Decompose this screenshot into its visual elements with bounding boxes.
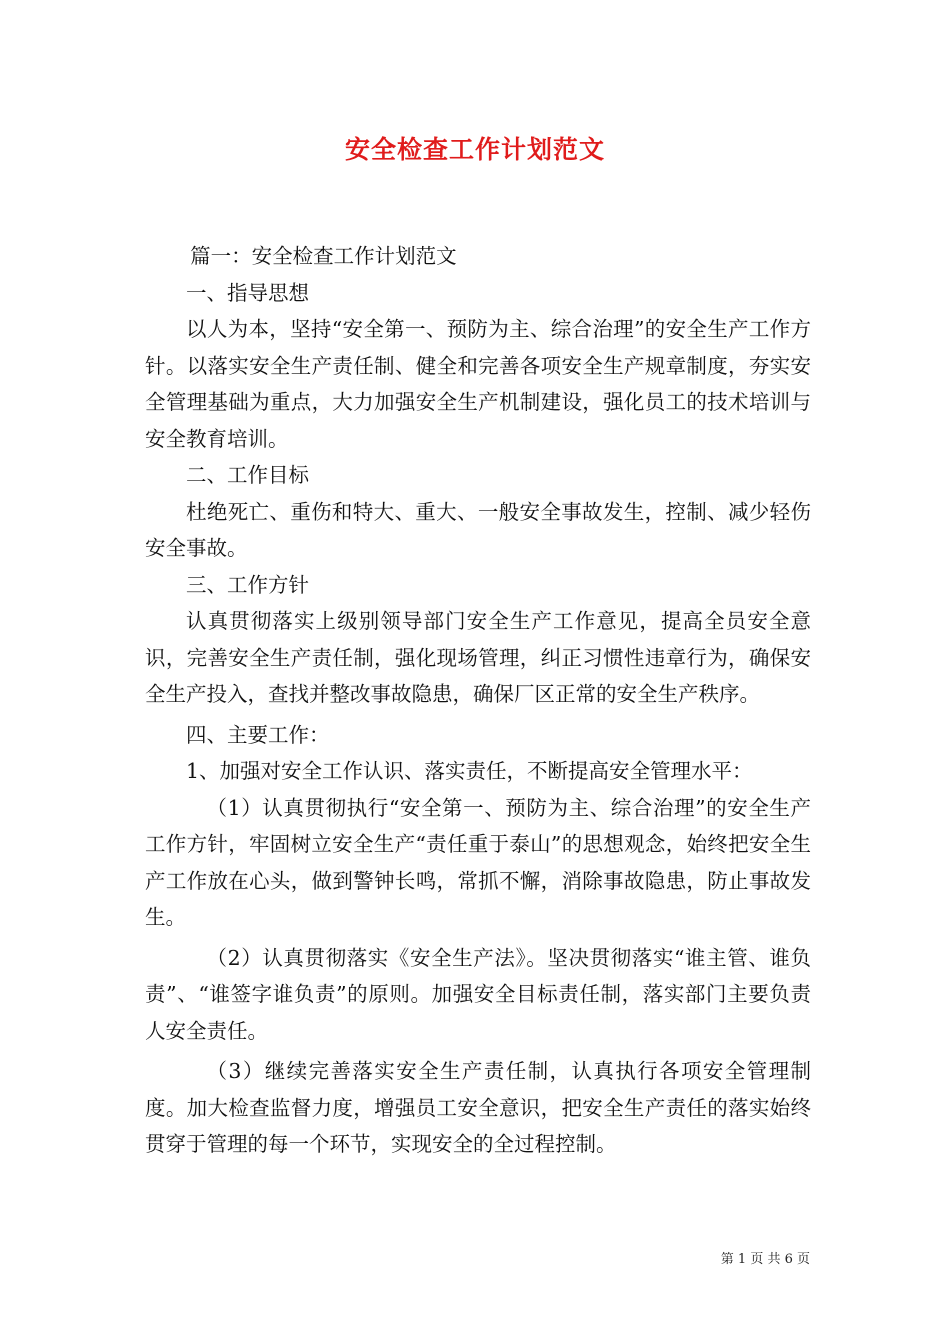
document-body — [145, 238, 811, 1163]
section-heading: 二、工作目标 — [186, 463, 309, 487]
body-paragraph: 认真贯彻落实上级别领导部门安全生产工作意见，提高全员安全意识，完善安全生产责任制，强化现场管理，纠正习惯性违章行为，确保安全生产投入，查找并整改事故隐患，确保厂区正常的安全生产秩序。 — [145, 609, 811, 706]
document-title: 安全检查工作计划范文 — [344, 135, 605, 164]
section-heading: 四、主要工作： — [186, 722, 330, 747]
body-paragraph: 杜绝死亡、重伤和特大、重大、一般安全事故发生，控制、减少轻伤安全事故。 — [145, 499, 811, 560]
section-heading: 篇一：安全检查工作计划范文 — [190, 244, 457, 268]
body-paragraph: 以人为本，坚持“安全第一、预防为主、综合治理”的安全生产工作方针。以落实安全生产责任制、健全和完善各项安全生产规章制度，夯实安全管理基础为重点，大力加强安全生产机制建设，强化员工的技术培训与安全教育培训。 — [145, 317, 811, 451]
body-paragraph: （1）认真贯彻执行“安全第一、预防为主、综合治理”的安全生产工作方针，牢固树立安全生产“责任重于泰山”的思想观念，始终把安全生产工作放在心头，做到警钟长鸣，常抓不懈，消除事故隐患，防止事故发生。 — [145, 795, 811, 929]
section-heading: 三、工作方针 — [186, 572, 309, 597]
page-number: 第 1 页 共 6 页 — [720, 1252, 810, 1267]
body-paragraph: （2）认真贯彻落实《安全生产法》。坚决贯彻落实“谁主管、谁负责”、“谁签字谁负责”的原则。加强安全目标责任制，落实部门主要负责人安全责任。 — [145, 945, 811, 1043]
body-paragraph: 1、加强对安全工作认识、落实责任，不断提高安全管理水平： — [186, 759, 753, 783]
section-heading: 一、指导思想 — [186, 280, 309, 305]
body-paragraph: （3）继续完善落实安全生产责任制，认真执行各项安全管理制度。加大检查监督力度，增强员工安全意识，把安全生产责任的落实始终贯穿于管理的每一个环节，实现安全的全过程控制。 — [145, 1059, 811, 1156]
